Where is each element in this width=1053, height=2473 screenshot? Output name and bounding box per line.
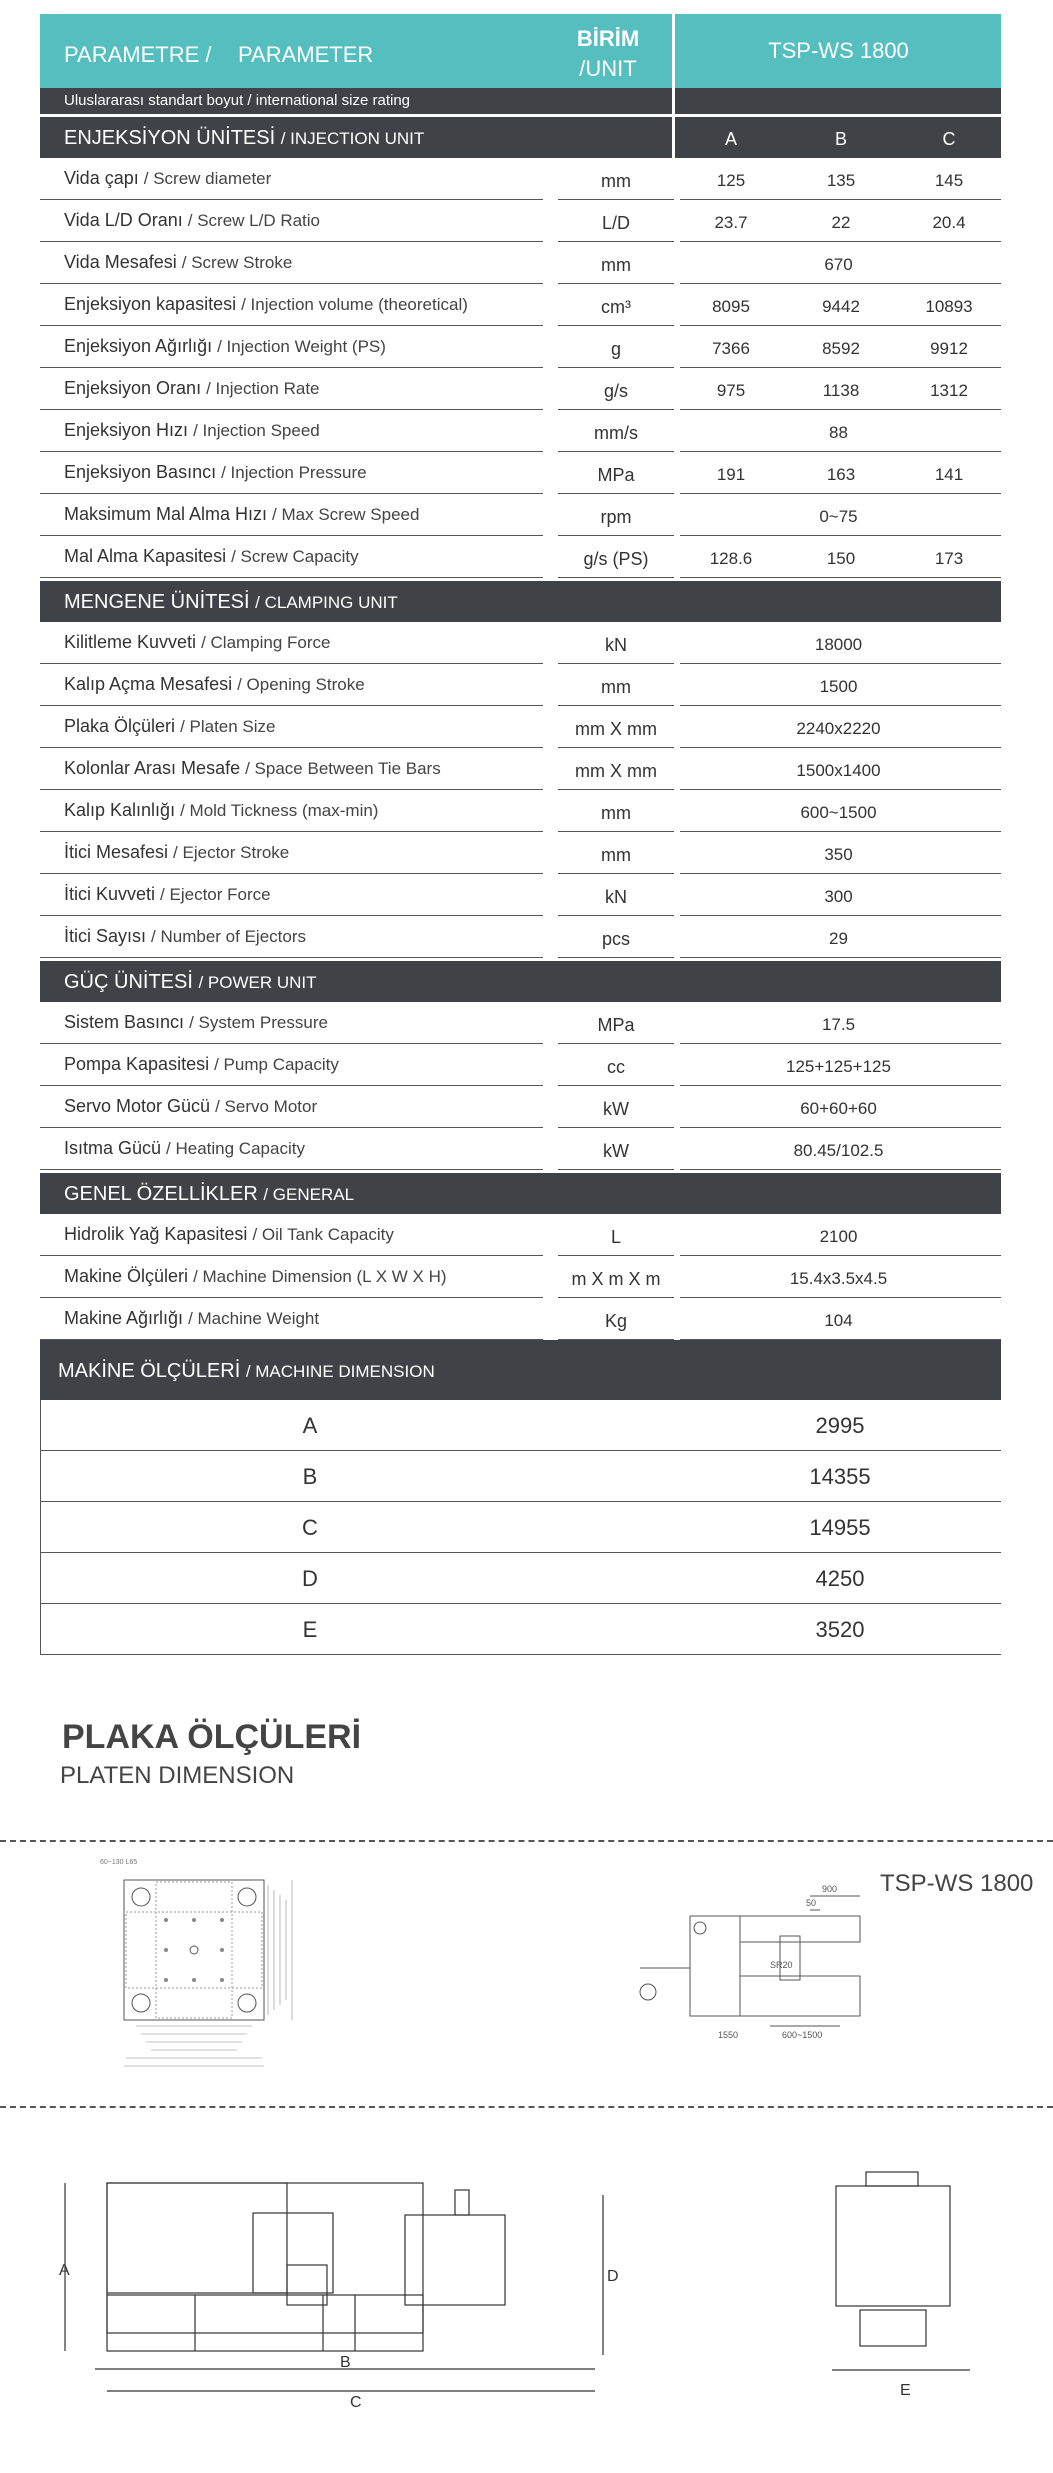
section-header <box>40 958 1001 1002</box>
spec-table <box>40 14 1001 1655</box>
row-value: 9912 <box>930 339 968 358</box>
table-header <box>40 14 1001 88</box>
section-title-en: / POWER UNIT <box>198 973 317 992</box>
spec-row <box>40 1128 1001 1170</box>
dimension-row <box>40 1502 1001 1553</box>
section-title-tr: GÜÇ ÜNİTESİ <box>64 971 193 993</box>
machine-dimension-title-tr: MAKİNE ÖLÇÜLERİ <box>58 1360 241 1382</box>
section-title-en: / GENERAL <box>263 1185 355 1204</box>
row-value: 600~1500 <box>800 803 877 822</box>
header-param-tr: PARAMETRE / <box>64 42 212 67</box>
row-label-tr: Kolonlar Arası Mesafe <box>64 758 241 778</box>
row-value: 22 <box>831 213 851 232</box>
section-title-tr: ENJEKSİYON ÜNİTESİ <box>64 127 276 149</box>
platen-subtitle: PLATEN DIMENSION <box>60 1762 295 1789</box>
size-rating-divider <box>672 88 675 114</box>
spec-row <box>40 1086 1001 1128</box>
row-label-en: / Screw Stroke <box>181 253 293 272</box>
header-divider <box>672 14 675 88</box>
spec-row <box>40 452 1001 494</box>
dimension-value: 2995 <box>815 1413 865 1438</box>
row-label-en: / Clamping Force <box>201 633 331 652</box>
spec-row <box>40 368 1001 410</box>
row-value: 163 <box>826 465 856 484</box>
row-unit: Kg <box>604 1311 628 1331</box>
row-unit: kW <box>603 1099 629 1119</box>
row-label-tr: Kilitleme Kuvveti <box>64 632 197 652</box>
row-unit: cc <box>607 1057 625 1077</box>
row-value: 1138 <box>822 381 860 400</box>
row-value: 1500x1400 <box>796 761 881 780</box>
spec-row <box>40 200 1001 242</box>
section-title-en: / INJECTION UNIT <box>280 129 425 148</box>
row-label-en: / Injection Rate <box>206 379 320 398</box>
spec-row <box>40 284 1001 326</box>
dimension-key: E <box>302 1617 318 1642</box>
row-value: 1312 <box>930 381 968 400</box>
machine-label-c: C <box>350 2394 362 2411</box>
row-label-tr: Servo Motor Gücü <box>64 1096 211 1116</box>
spec-row <box>40 1002 1001 1044</box>
row-unit: g <box>610 339 621 359</box>
section-header <box>40 114 1001 158</box>
row-label-tr: Enjeksiyon kapasitesi <box>64 294 237 314</box>
row-unit: rpm <box>600 507 632 527</box>
machine-label-b: B <box>340 2354 351 2371</box>
spec-row <box>40 326 1001 368</box>
spec-row <box>40 664 1001 706</box>
row-label-en: / Screw Capacity <box>231 547 359 566</box>
dimension-key: A <box>302 1413 318 1438</box>
section-header <box>40 578 1001 622</box>
dimension-row <box>40 1451 1001 1502</box>
row-label-en: / Injection volume (theoretical) <box>241 295 468 314</box>
row-label-tr: Vida Mesafesi <box>64 252 177 272</box>
dimension-key: D <box>302 1566 318 1591</box>
row-unit: m X m X m <box>571 1269 661 1289</box>
dimension-value: 3520 <box>815 1617 865 1642</box>
row-value: 18000 <box>814 635 863 654</box>
row-unit: mm <box>601 845 631 865</box>
row-value: 80.45/102.5 <box>793 1141 884 1160</box>
spec-row <box>40 158 1001 200</box>
dimension-row <box>40 1604 1001 1655</box>
row-label-en: / Number of Ejectors <box>151 927 306 946</box>
machine-dimension-rows <box>40 1400 1001 1655</box>
spec-row <box>40 1298 1001 1340</box>
row-label-en: / Servo Motor <box>215 1097 318 1116</box>
section-title-tr: MENGENE ÜNİTESİ <box>64 591 250 613</box>
row-value: 141 <box>934 465 964 484</box>
row-unit: g/s <box>603 381 628 401</box>
row-label-en: / Ejector Stroke <box>173 843 290 862</box>
row-value: 128.6 <box>709 549 753 568</box>
spec-row <box>40 410 1001 452</box>
row-value: 350 <box>824 845 853 864</box>
row-label-tr: Kalıp Kalınlığı <box>64 800 176 820</box>
spec-row <box>40 1044 1001 1086</box>
row-label-en: / Injection Pressure <box>221 463 367 482</box>
section-header <box>40 1170 1001 1214</box>
row-label-tr: Makine Ağırlığı <box>64 1308 184 1328</box>
header-unit-tr: BİRİM <box>576 26 640 51</box>
row-label-tr: Enjeksiyon Hızı <box>64 420 189 440</box>
row-value: 145 <box>934 171 964 190</box>
row-value: 670 <box>824 255 853 274</box>
machine-dimension-title-en: / MACHINE DIMENSION <box>245 1362 435 1381</box>
header-unit-en: /UNIT <box>579 56 637 81</box>
row-value: 173 <box>934 549 964 568</box>
machine-label-e: E <box>900 2382 911 2399</box>
column-header: B <box>834 129 847 149</box>
spec-row <box>40 536 1001 578</box>
row-unit: mm X mm <box>575 761 657 781</box>
row-value: 0~75 <box>819 507 858 526</box>
row-label-en: / Machine Dimension (L X W X H) <box>193 1267 447 1286</box>
platen-dim-600-1500: 600~1500 <box>782 2030 823 2040</box>
dimension-key: C <box>302 1515 318 1540</box>
row-label-tr: Hidrolik Yağ Kapasitesi <box>64 1224 248 1244</box>
row-label-en: / Mold Tickness (max-min) <box>180 801 379 820</box>
dimension-value: 14355 <box>809 1464 871 1489</box>
row-value: 104 <box>824 1311 853 1330</box>
row-unit: mm <box>601 255 631 275</box>
row-value: 88 <box>829 423 848 442</box>
row-unit: kW <box>603 1141 629 1161</box>
row-value: 10893 <box>925 297 973 316</box>
row-label-en: / Injection Speed <box>193 421 320 440</box>
section-divider <box>672 117 675 158</box>
row-label-tr: Plaka Ölçüleri <box>64 716 176 736</box>
column-header: C <box>942 129 956 149</box>
spec-row <box>40 1214 1001 1256</box>
spec-row <box>40 494 1001 536</box>
row-value: 15.4x3.5x4.5 <box>789 1269 888 1288</box>
row-label-en: / Screw L/D Ratio <box>187 211 321 230</box>
row-label-tr: İtici Kuvveti <box>64 884 156 904</box>
row-value: 2100 <box>819 1227 858 1246</box>
row-label-tr: Enjeksiyon Oranı <box>64 378 202 398</box>
row-label-tr: Vida çapı <box>64 168 139 188</box>
row-label-en: / Space Between Tie Bars <box>245 759 441 778</box>
row-label-en: / Pump Capacity <box>214 1055 339 1074</box>
row-label-en: / Heating Capacity <box>166 1139 305 1158</box>
row-label-en: / Oil Tank Capacity <box>252 1225 394 1244</box>
machine-label-a: A <box>59 2262 70 2279</box>
size-rating-bar <box>40 88 1001 114</box>
row-value: 125+125+125 <box>786 1057 891 1076</box>
spec-row <box>40 874 1001 916</box>
dashed-divider-bottom <box>0 2106 1053 2108</box>
platen-side-drawing <box>620 1880 880 2060</box>
row-label-tr: Makine Ölçüleri <box>64 1266 189 1286</box>
row-label-en: / Ejector Force <box>160 885 271 904</box>
spec-row <box>40 1256 1001 1298</box>
row-label-tr: Enjeksiyon Ağırlığı <box>64 336 213 356</box>
row-unit: kN <box>605 887 627 907</box>
row-unit: g/s (PS) <box>583 549 649 569</box>
row-value: 150 <box>826 549 856 568</box>
row-unit: L <box>610 1227 621 1247</box>
row-unit: mm <box>601 803 631 823</box>
platen-dim-50: 50 <box>806 1898 817 1908</box>
row-label-en: / System Pressure <box>189 1013 328 1032</box>
spec-row <box>40 622 1001 664</box>
platen-dim-sr20: SR20 <box>770 1960 793 1970</box>
row-label-tr: Vida L/D Oranı <box>64 210 183 230</box>
row-label-tr: Pompa Kapasitesi <box>64 1054 210 1074</box>
platen-dim-1550: 1550 <box>718 2030 739 2040</box>
platen-title: PLAKA ÖLÇÜLERİ <box>62 1718 362 1756</box>
row-label-tr: İtici Mesafesi <box>64 842 169 862</box>
row-label-tr: Maksimum Mal Alma Hızı <box>64 504 268 524</box>
dimension-left-rule <box>40 1400 41 1655</box>
row-value: 23.7 <box>714 213 748 232</box>
platen-dim-900: 900 <box>822 1884 838 1894</box>
dimension-row <box>40 1553 1001 1604</box>
row-label-en: / Opening Stroke <box>237 675 365 694</box>
spec-row <box>40 832 1001 874</box>
machine-side-drawing <box>55 2155 645 2415</box>
section-title-en: / CLAMPING UNIT <box>255 593 398 612</box>
row-value: 8095 <box>712 297 750 316</box>
machine-front-drawing <box>820 2160 1000 2410</box>
row-unit: mm <box>601 677 631 697</box>
row-label-en: / Platen Size <box>180 717 276 736</box>
row-label-tr: Enjeksiyon Basıncı <box>64 462 217 482</box>
row-label-tr: İtici Sayısı <box>64 926 147 946</box>
row-unit: pcs <box>601 929 630 949</box>
row-label-en: / Machine Weight <box>188 1309 320 1328</box>
spec-row <box>40 916 1001 958</box>
row-label-tr: Sistem Basıncı <box>64 1012 185 1032</box>
row-value: 191 <box>716 465 746 484</box>
row-label-en: / Injection Weight (PS) <box>217 337 386 356</box>
row-label-en: / Screw diameter <box>143 169 272 188</box>
row-value: 7366 <box>712 339 750 358</box>
header-model: TSP-WS 1800 <box>768 38 909 63</box>
row-unit: mm X mm <box>575 719 657 739</box>
row-unit: MPa <box>597 1015 635 1035</box>
row-value: 125 <box>716 171 746 190</box>
row-value: 20.4 <box>932 213 966 232</box>
svg-text:60~130 L65: 60~130 L65 <box>100 1859 138 1866</box>
row-unit: L/D <box>601 213 630 233</box>
spec-sections <box>40 114 1001 1340</box>
row-value: 9442 <box>822 297 860 316</box>
row-value: 29 <box>829 929 848 948</box>
header-param-en: PARAMETER <box>238 42 374 67</box>
dimension-value: 14955 <box>809 1515 871 1540</box>
row-value: 975 <box>716 381 746 400</box>
machine-dimension-header <box>40 1340 1001 1400</box>
row-label-tr: Kalıp Açma Mesafesi <box>64 674 233 694</box>
column-header: A <box>724 129 737 149</box>
dashed-divider-top <box>0 1840 1053 1842</box>
row-unit: mm <box>601 171 631 191</box>
row-unit: cm³ <box>601 297 631 317</box>
dimension-row <box>40 1400 1001 1451</box>
row-unit: kN <box>605 635 627 655</box>
spec-row <box>40 748 1001 790</box>
row-unit: mm/s <box>594 423 638 443</box>
row-value: 1500 <box>819 677 858 696</box>
row-value: 2240x2220 <box>796 719 881 738</box>
row-label-tr: Isıtma Gücü <box>64 1138 162 1158</box>
row-label-en: / Max Screw Speed <box>272 505 420 524</box>
spec-row <box>40 790 1001 832</box>
row-value: 60+60+60 <box>800 1099 877 1118</box>
platen-model-label: TSP-WS 1800 <box>880 1870 1034 1897</box>
size-rating-text: Uluslararası standart boyut / international size rating <box>64 92 411 109</box>
row-value: 135 <box>826 171 856 190</box>
row-label-tr: Mal Alma Kapasitesi <box>64 546 227 566</box>
spec-row <box>40 242 1001 284</box>
row-value: 300 <box>824 887 853 906</box>
spec-row <box>40 706 1001 748</box>
row-value: 8592 <box>822 339 860 358</box>
row-value: 17.5 <box>821 1015 856 1034</box>
row-unit: MPa <box>597 465 635 485</box>
platen-front-drawing <box>96 1850 346 2090</box>
machine-label-d: D <box>607 2268 619 2285</box>
section-title-tr: GENEL ÖZELLİKLER <box>64 1183 258 1205</box>
dimension-value: 4250 <box>815 1566 865 1591</box>
dimension-key: B <box>302 1464 318 1489</box>
